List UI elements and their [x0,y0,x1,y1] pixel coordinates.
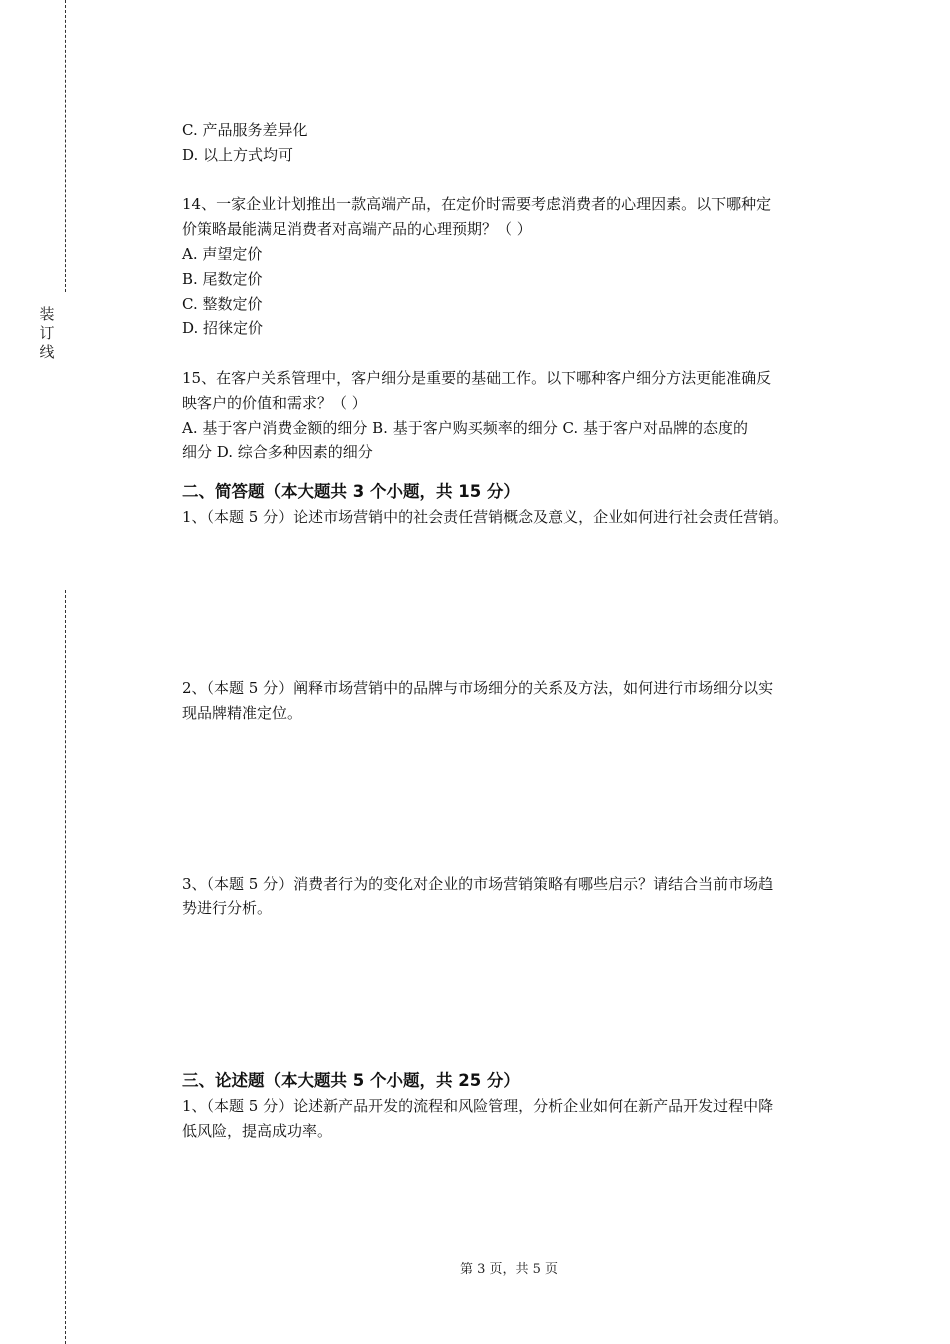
question-stem: 映客户的价值和需求？（ ） [182,393,367,412]
binding-char: 装 [39,305,55,323]
option-c: C. 产品服务差异化 [182,121,308,139]
question-14 [182,192,862,341]
binding-line-label [38,305,56,362]
option-b: B. 尾数定价 [182,269,263,288]
option-a: A. 声望定价 [182,244,263,263]
question-stem: 价策略最能满足消费者对高端产品的心理预期？（ ） [182,220,532,239]
section-2-question-3 [182,872,862,922]
section-3-title: 三、论述题（本大题共 5 个小题，共 25 分） [182,1071,520,1091]
question-options: A. 基于客户消费金额的细分 B. 基于客户购买频率的细分 C. 基于客户对品牌的态度的 [182,418,748,437]
question-stem: 14、一家企业计划推出一款高端产品，在定价时需要考虑消费者的心理因素。以下哪种定 [182,195,772,214]
question-stem: 2、（本题 5 分）阐释市场营销中的品牌与市场细分的关系及方法，如何进行市场细分以实 [182,678,774,697]
option-d: D. 招徕定价 [182,319,264,338]
question-options: 细分 D. 综合多种因素的细分 [182,443,373,462]
question-13-options [182,118,862,168]
section-2-question-2 [182,676,862,726]
page-number: 第 3 页，共 5 页 [459,1262,559,1277]
question-stem: 15、在客户关系管理中，客户细分是重要的基础工作。以下哪种客户细分方法更能准确反 [182,368,772,387]
option-d: D. 以上方式均可 [182,145,294,164]
section-3-question-1 [182,1094,862,1144]
page-content [182,118,862,1144]
binding-char: 线 [39,343,55,361]
section-2-title: 二、简答题（本大题共 3 个小题，共 15 分） [182,482,520,502]
binding-char: 订 [39,324,55,342]
question-stem: 势进行分析。 [182,899,273,918]
question-stem: 1、（本题 5 分）论述新产品开发的流程和风险管理，分析企业如何在新产品开发过程中降 [182,1097,774,1116]
question-stem: 现品牌精准定位。 [182,703,303,722]
question-stem: 1、（本题 5 分）论述市场营销中的社会责任营销概念及意义，企业如何进行社会责任营销。 [182,508,789,527]
section-2-question-1 [182,505,862,530]
question-stem: 3、（本题 5 分）消费者行为的变化对企业的市场营销策略有哪些启示？请结合当前市场趋 [182,874,774,893]
binding-dashed-line-top [65,0,66,292]
option-c: C. 整数定价 [182,294,263,313]
question-15 [182,366,862,465]
binding-dashed-line-bottom [65,590,66,1344]
question-stem: 低风险，提高成功率。 [182,1121,333,1140]
